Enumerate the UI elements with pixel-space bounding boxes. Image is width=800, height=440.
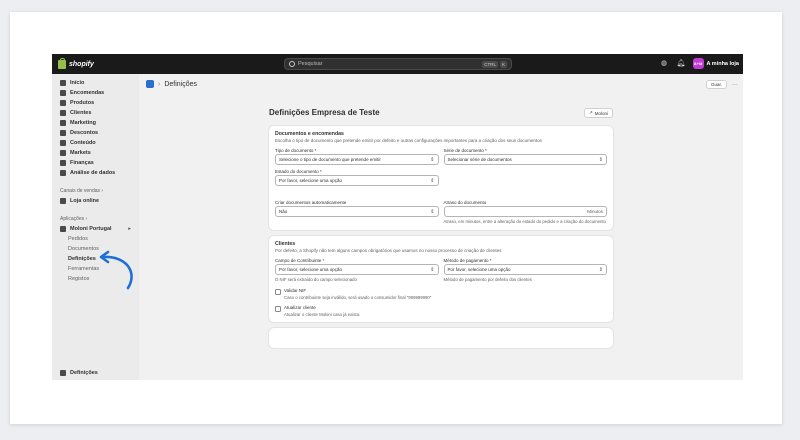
sales-channels-heading[interactable]: Canais de vendas › xyxy=(60,188,104,194)
kbd-k: K xyxy=(501,61,505,67)
sidebar-sub-ferramentas[interactable]: Ferramentas xyxy=(68,266,100,272)
sidebar-item-markets[interactable] xyxy=(52,148,139,158)
apps-label: Aplicações xyxy=(60,216,85,222)
sidebar-item-label: Definições xyxy=(70,370,98,376)
delay-help: Atraso, em minutos, entre a alteração do estado do pedido e a criação do documento xyxy=(443,219,606,224)
payment-label: Método de pagamento * xyxy=(443,258,492,263)
sidebar-item-definicoes[interactable] xyxy=(52,368,98,378)
breadcrumb-separator-icon: › xyxy=(158,80,161,88)
apps-heading[interactable]: Aplicações › xyxy=(60,216,88,222)
sidekick-icon[interactable]: ◍ xyxy=(660,60,668,67)
bell-icon[interactable]: 🔔︎ xyxy=(676,60,686,67)
doc-type-select[interactable] xyxy=(275,154,439,165)
clients-panel-desc: Por defeito, a Shopify não tem alguns campos obrigatórios que usamos no nosso processo de criação de clientes xyxy=(275,248,502,253)
sidebar-item-produtos[interactable] xyxy=(52,98,139,108)
moloni-button-label: Moloni xyxy=(594,110,608,116)
payment-select[interactable] xyxy=(444,264,608,275)
brand-name: shopify xyxy=(69,60,94,68)
validate-nif-label: Validar NIF xyxy=(284,288,307,293)
auto-create-value: Não xyxy=(279,209,288,214)
taxpayer-value: Por favor, selecione uma opção xyxy=(279,267,343,272)
sidebar-item-label: Loja online xyxy=(70,198,100,204)
doc-series-select[interactable] xyxy=(444,154,608,165)
breadcrumb-current: Definições xyxy=(164,80,198,88)
doc-series-field xyxy=(444,148,608,165)
sidebar-item-label: Moloni Portugal xyxy=(70,226,112,232)
chart-icon xyxy=(60,170,66,176)
kbd-ctrl: CTRL xyxy=(484,61,496,67)
clients-panel-title: Clientes xyxy=(275,241,296,247)
topbar-actions xyxy=(661,58,740,69)
documents-panel xyxy=(269,126,613,230)
search-icon xyxy=(289,61,295,67)
bank-icon xyxy=(60,160,66,166)
sidebar-item-financas[interactable] xyxy=(52,158,139,168)
sidebar-item-label: Produtos xyxy=(70,100,95,106)
app-icon xyxy=(146,80,154,88)
sidebar-item-label: Finanças xyxy=(70,160,94,166)
payment-value: Por favor, selecione uma opção xyxy=(447,267,511,272)
search-shortcut xyxy=(482,61,507,68)
update-client-checkbox[interactable] xyxy=(275,306,281,312)
taxpayer-label: Campo de Contribuinte * xyxy=(275,258,325,263)
settings-content xyxy=(269,104,613,348)
clients-fields xyxy=(275,258,607,283)
sidebar-item-inicio[interactable] xyxy=(52,78,139,88)
select-chevron-icon: ⇕ xyxy=(598,156,603,163)
sidebar-item-label: Início xyxy=(70,80,85,86)
taxpayer-field xyxy=(275,258,439,283)
sidebar-item-conteudo[interactable] xyxy=(52,138,139,148)
select-chevron-icon: ⇕ xyxy=(430,266,435,273)
select-chevron-icon: ⇕ xyxy=(430,208,435,215)
home-icon xyxy=(60,80,66,86)
payment-help: Método de pagamento por defeito dos clientes xyxy=(443,277,532,282)
update-client-option xyxy=(275,305,607,317)
select-chevron-icon: ⇕ xyxy=(430,177,435,184)
sidebar-item-label: Clientes xyxy=(70,110,92,116)
sidebar xyxy=(52,74,139,380)
sales-channels-label: Canais de vendas xyxy=(60,188,101,194)
main-area xyxy=(139,74,743,380)
more-actions-icon[interactable]: ··· xyxy=(732,81,738,88)
store-name: A minha loja xyxy=(706,60,739,67)
shopify-bag-icon xyxy=(58,60,66,69)
gear-icon xyxy=(60,370,66,376)
taxpayer-help: O NIF será extraído do campo selecionado xyxy=(275,277,357,282)
doc-series-label: Série de documento * xyxy=(443,148,487,153)
auto-create-field xyxy=(275,200,439,225)
sidebar-item-label: Markets xyxy=(70,150,91,156)
select-chevron-icon: ⇕ xyxy=(598,266,603,273)
sidebar-item-encomendas[interactable] xyxy=(52,88,139,98)
sidebar-sub-definicoes[interactable]: Definições xyxy=(68,256,96,262)
person-icon xyxy=(60,110,66,116)
shopify-admin-window xyxy=(52,54,743,380)
sidebar-sub-documentos[interactable]: Documentos xyxy=(68,246,99,252)
sidebar-item-label: Conteúdo xyxy=(70,140,96,146)
update-client-help: Atualizar o cliente Moloni caso já exista. xyxy=(284,312,361,317)
documents-panel-desc: Escolha o tipo de documento que pretende emitir por defeito e outras configurações importantes para a criação dos seus documentos xyxy=(275,138,542,143)
doc-state-label: Estado do documento * xyxy=(275,169,322,174)
sidebar-item-label: Descontos xyxy=(70,130,99,136)
search-placeholder: Pesquisar xyxy=(298,61,323,67)
doc-state-select[interactable] xyxy=(275,175,439,186)
delay-input[interactable] xyxy=(444,206,608,217)
delay-suffix: Minutos xyxy=(587,209,603,214)
shopify-logo[interactable] xyxy=(58,60,94,69)
orders-icon xyxy=(60,90,66,96)
auto-create-label: Criar documentos automaticamente xyxy=(275,200,347,205)
sidebar-item-descontos[interactable] xyxy=(52,128,139,138)
validate-nif-option xyxy=(275,288,607,300)
doc-state-value: Por favor, selecione uma opção xyxy=(279,178,343,183)
sidebar-item-moloni[interactable] xyxy=(52,224,139,234)
page-title: Definições Empresa de Teste xyxy=(269,107,380,117)
sidebar-sub-pedidos[interactable]: Pedidos xyxy=(68,236,88,242)
validate-nif-checkbox[interactable] xyxy=(275,289,281,295)
delay-field xyxy=(444,200,608,225)
clients-panel xyxy=(269,236,613,322)
topbar xyxy=(52,54,743,74)
taxpayer-select[interactable] xyxy=(275,264,439,275)
store-menu[interactable] xyxy=(693,58,740,69)
store-avatar: A+M xyxy=(693,58,704,69)
select-chevron-icon: ⇕ xyxy=(430,156,435,163)
discount-icon xyxy=(60,130,66,136)
sidebar-footer xyxy=(52,368,98,378)
validate-nif-help: Caso o contribuinte seja inválido, será usado o consumidor final "999999990" xyxy=(284,295,432,300)
annotation-arrow-icon xyxy=(90,250,138,294)
auto-create-select[interactable] xyxy=(275,206,439,217)
save-button[interactable]: Guar. xyxy=(706,80,727,89)
update-client-label: Atualizar cliente xyxy=(284,305,316,310)
sidebar-item-analise[interactable] xyxy=(52,168,139,178)
sidebar-item-label: Marketing xyxy=(70,120,96,126)
external-icon: ↗ xyxy=(588,110,593,115)
doc-type-label: Tipo de documento * xyxy=(275,148,317,153)
tag-icon xyxy=(60,100,66,106)
documents-fields xyxy=(275,148,607,225)
doc-type-value: Selecione o tipo de documento que pretende emitir xyxy=(279,157,381,162)
doc-type-field xyxy=(275,148,439,165)
target-icon xyxy=(60,120,66,126)
sidebar-item-label: Encomendas xyxy=(70,90,105,96)
globe-icon xyxy=(60,150,66,156)
sidebar-item-label: Análise de dados xyxy=(70,170,116,176)
sidebar-item-loja-online[interactable] xyxy=(52,196,139,206)
moloni-button[interactable] xyxy=(584,108,613,118)
content-icon xyxy=(60,140,66,146)
app-icon xyxy=(60,226,66,232)
header-actions xyxy=(706,80,740,89)
sidebar-item-marketing[interactable] xyxy=(52,118,139,128)
documents-panel-title: Documentos e encomendas xyxy=(275,131,344,137)
search-input[interactable] xyxy=(284,58,512,70)
doc-series-value: Selecionar série de documentos xyxy=(447,157,512,162)
sidebar-sub-registos[interactable]: Registos xyxy=(68,276,90,282)
payment-field xyxy=(444,258,608,283)
sidebar-item-clientes[interactable] xyxy=(52,108,139,118)
delay-label: Atraso do documento xyxy=(443,200,487,205)
store-icon xyxy=(60,198,66,204)
app-more-icon[interactable]: ▸ xyxy=(128,226,131,232)
doc-state-field xyxy=(275,169,439,186)
breadcrumb xyxy=(146,80,197,88)
next-panel xyxy=(269,328,613,348)
